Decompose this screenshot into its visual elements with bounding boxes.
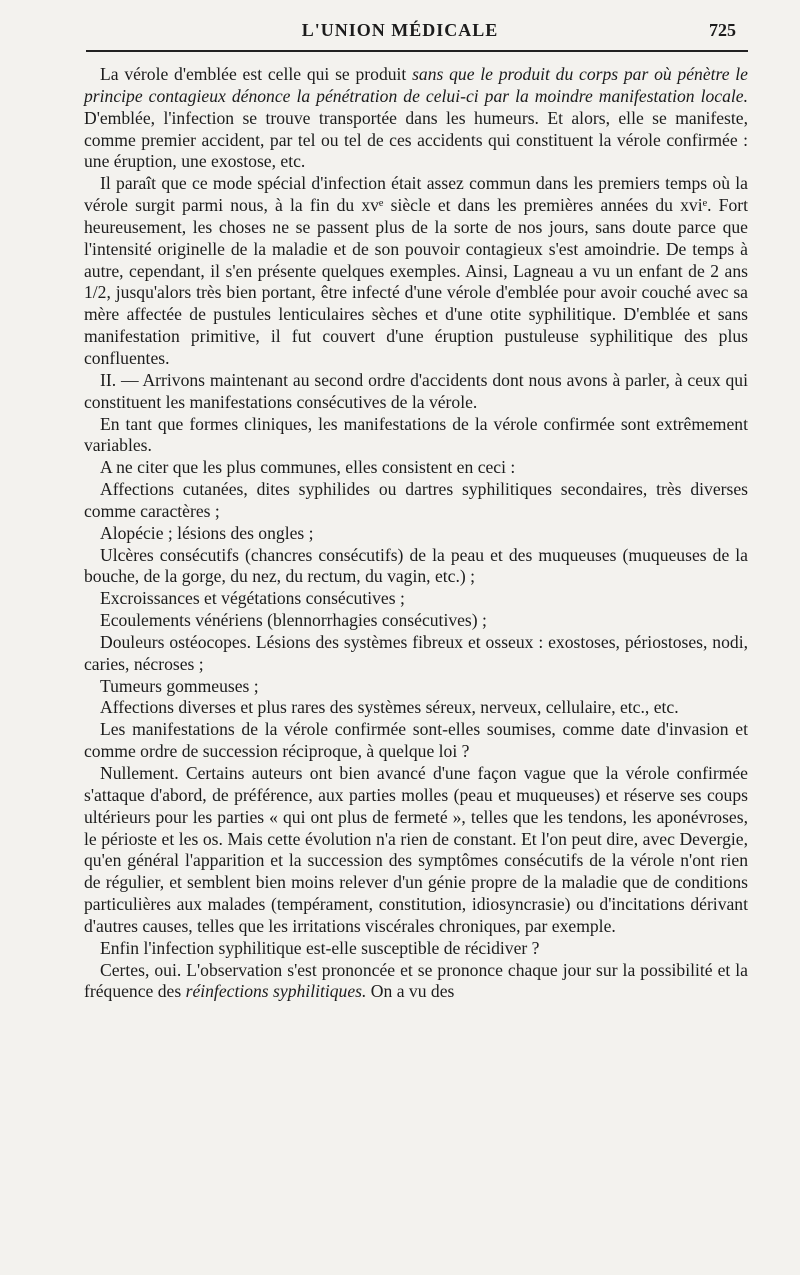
list-item-douleurs: Douleurs ostéocopes. Lésions des systèmes fibreux et osseux : exostoses, périostoses, nodi, caries, nécroses ; <box>84 631 748 674</box>
paragraph-question-loi: Les manifestations de la vérole confirmée sont-elles soumises, comme date d'invasion et comme ordre de succession réciproque, à quelque loi ? <box>84 719 748 762</box>
paragraph-text: En tant que formes cliniques, les manifestations de la vérole confirmée sont extrêmement variables. <box>84 413 748 456</box>
list-item-affections-cutanees: Affections cutanées, dites syphilides ou dartres syphilitiques secondaires, très diverses comme caractères ; <box>84 479 748 521</box>
page-number: 725 <box>709 20 736 40</box>
paragraph-nullement: Nullement. Certains auteurs ont bien avancé d'une façon vague que la vérole confirmée s'attaque d'abord, de préférence, aux parties molles (peau et muqueuses) et réserve ses coups ultérieurs pour les parties « qui ont plus de fermeté », telles que les tendons, les aponévroses, le périoste et les os. Mais cette évolution n'a rien de constant. Et l'on peut dire, avec Devergie, qu'en général l'apparition et la succession des symptômes consécutifs de la vérole n'ont rien de régulier, et semblent bien moins relever d'un génie propre de la maladie que de conditions particulières aux malades (tempérament, constitution, idiosyncrasie) ou d'incitations dérivant d'autres causes, telles que les irritations viscérales chroniques, par exemple. <box>84 763 748 936</box>
list-item-excroissances: Excroissances et végétations consécutives ; <box>100 588 405 609</box>
paragraph-formes-cliniques <box>84 414 748 458</box>
paragraph-text: II. — Arrivons maintenant au second ordre d'accidents dont nous avons à parler, à ceux qui constituent les manifestations consécutives de la vérole. <box>84 369 748 412</box>
body-text <box>84 64 748 1003</box>
paragraph-text: D'emblée, l'infection se trouve transportée dans les humeurs. Et alors, elle se manifeste, comme premier accident, par tel ou tel de ces accidents qui constituent la vérole confirmée : une éruption, une exostose, etc. <box>84 107 748 172</box>
paragraph-verole-emblee <box>84 64 748 173</box>
paragraph-mode-special <box>84 173 748 370</box>
paragraph-italic-text: sans que le produit du corps par où pénètre le principe contagieux dénonce la pénétration de celui-ci par la moindre manifestation locale. <box>84 64 748 106</box>
running-title: L'UNION MÉDICALE <box>301 20 499 40</box>
paragraph-text: Certes, oui. L'observation s'est prononcée et se prononce chaque jour sur la possibilité et la fréquence des <box>84 959 748 1002</box>
list-item-tumeurs: Tumeurs gommeuses ; <box>100 675 259 696</box>
paragraph-text: On a vu des <box>366 981 455 1002</box>
header-rule <box>86 50 748 52</box>
paragraph-list-intro <box>84 457 748 479</box>
paragraph-recidiver: Enfin l'infection syphilitique est-elle susceptible de récidiver ? <box>100 937 540 958</box>
paragraph-section-ii <box>84 370 748 414</box>
list-item-ecoulements: Ecoulements vénériens (blennorrhagies consécutives) ; <box>100 610 487 631</box>
paragraph-text: La vérole d'emblée est celle qui se produit <box>100 64 413 84</box>
paragraph-italic-text: réinfections syphilitiques. <box>185 981 367 1002</box>
paragraph-text: Il paraît que ce mode spécial d'infection était assez commun dans les premiers temps où la vérole surgit parmi nous, à la fin du xvᵉ siècle et dans les premières années du xviᵉ. Fort heureusement, les choses ne se passent plus de la sorte de nos jours, sans doute parce que l'intensité originelle de la maladie et de son pouvoir contagieux s'est amoindrie. De temps à autre, cependant, il s'en présente quelques exemples. Ainsi, Lagneau a vu un enfant de 2 ans 1/2, jusqu'alors très bien portant, être infecté d'une vérole d'emblée pour avoir couché avec sa mère affectée de pustules lenticulaires sèches et d'une otite syphilitique. D'emblée et sans manifestation primitive, il fut couvert d'une éruption pustuleuse syphilitique des plus confluentes. <box>84 173 748 368</box>
list-item-affections-diverses: Affections diverses et plus rares des systèmes séreux, nerveux, cellulaire, etc., etc. <box>100 697 679 718</box>
list-item-ulceres: Ulcères consécutifs (chancres consécutifs) de la peau et des muqueuses (muqueuses de la bouche, de la gorge, du nez, du rectum, du vagin, etc.) ; <box>84 544 748 587</box>
list-item-alopecie: Alopécie ; lésions des ongles ; <box>100 522 314 543</box>
paragraph-text: A ne citer que les plus communes, elles consistent en ceci : <box>100 457 516 478</box>
page-header <box>0 18 800 46</box>
paragraph-certes <box>84 960 748 1004</box>
